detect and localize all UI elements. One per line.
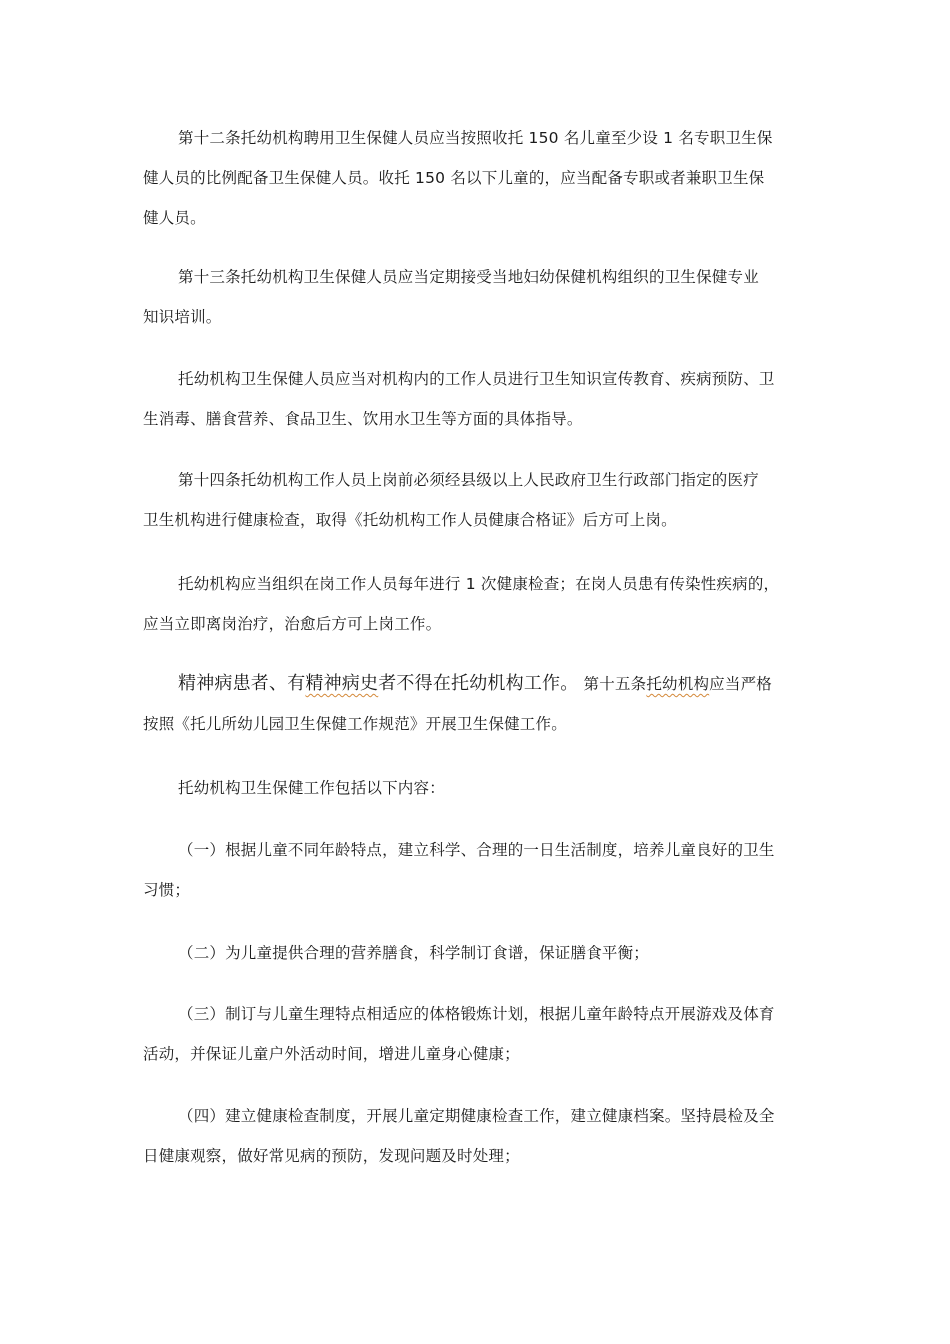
paragraph-article-13 (143, 257, 811, 337)
text-line: （一）根据儿童不同年龄特点，建立科学、合理的一日生活制度，培养儿童良好的卫生 (178, 841, 775, 859)
spellcheck-underlined-text: 托幼机构 (646, 675, 710, 693)
text-segment: 第十五条 (578, 675, 647, 693)
text-line: 日健康观察，做好常见病的预防，发现问题及时处理； (143, 1147, 520, 1165)
text-line: （二）为儿童提供合理的营养膳食，科学制订食谱，保证膳食平衡； (178, 944, 650, 962)
text-segment: 应当严格 (709, 675, 772, 693)
paragraph-item-1 (143, 830, 811, 910)
text-line: （三）制订与儿童生理特点相适应的体格锻炼计划，根据儿童年龄特点开展游戏及体育 (178, 1005, 775, 1023)
text-line: 知识培训。 (143, 308, 222, 326)
paragraph-item-2 (143, 933, 811, 973)
paragraph-item-3 (143, 994, 811, 1074)
spellcheck-underlined-text: 精神病史 (305, 673, 379, 694)
text-line: 健人员的比例配备卫生保健人员。收托 150 名以下儿童的，应当配备专职或者兼职卫生保 (143, 169, 765, 187)
paragraph-article-12 (143, 118, 811, 238)
text-line: 第十二条托幼机构聘用卫生保健人员应当按照收托 150 名儿童至少设 1 名专职卫生保 (178, 129, 773, 147)
text-line: 托幼机构卫生保健人员应当对机构内的工作人员进行卫生知识宣传教育、疾病预防、卫 (178, 370, 775, 388)
text-line: 托幼机构应当组织在岗工作人员每年进行 1 次健康检查；在岗人员患有传染性疾病的， (178, 575, 780, 593)
text-line: （四）建立健康检查制度，开展儿童定期健康检查工作，建立健康档案。坚持晨检及全 (178, 1107, 775, 1125)
text-line: 生消毒、膳食营养、食品卫生、饮用水卫生等方面的具体指导。 (143, 410, 583, 428)
paragraph-annual-checkup (143, 564, 811, 644)
text-segment: 者不得在托幼机构工作。 (378, 673, 579, 694)
text-line: 第十三条托幼机构卫生保健人员应当定期接受当地妇幼保健机构组织的卫生保健专业 (178, 268, 759, 286)
paragraph-article-15 (143, 664, 811, 744)
text-line: 托幼机构卫生保健工作包括以下内容： (178, 779, 445, 797)
text-line: 卫生机构进行健康检查，取得《托幼机构工作人员健康合格证》后方可上岗。 (143, 511, 677, 529)
text-line: 健人员。 (143, 209, 206, 227)
text-line (143, 664, 811, 704)
paragraph-content-intro (143, 768, 811, 808)
text-line: 习惯； (143, 881, 191, 899)
paragraph-item-4 (143, 1096, 811, 1176)
text-line: 按照《托儿所幼儿园卫生保健工作规范》开展卫生保健工作。 (143, 715, 567, 733)
text-segment: 精神病患者、有 (178, 673, 306, 694)
text-line: 应当立即离岗治疗，治愈后方可上岗工作。 (143, 615, 442, 633)
text-line: 第十四条托幼机构工作人员上岗前必须经县级以上人民政府卫生行政部门指定的医疗 (178, 471, 759, 489)
paragraph-hygiene-guidance (143, 359, 811, 439)
text-line: 活动，并保证儿童户外活动时间，增进儿童身心健康； (143, 1045, 520, 1063)
paragraph-article-14 (143, 460, 811, 540)
